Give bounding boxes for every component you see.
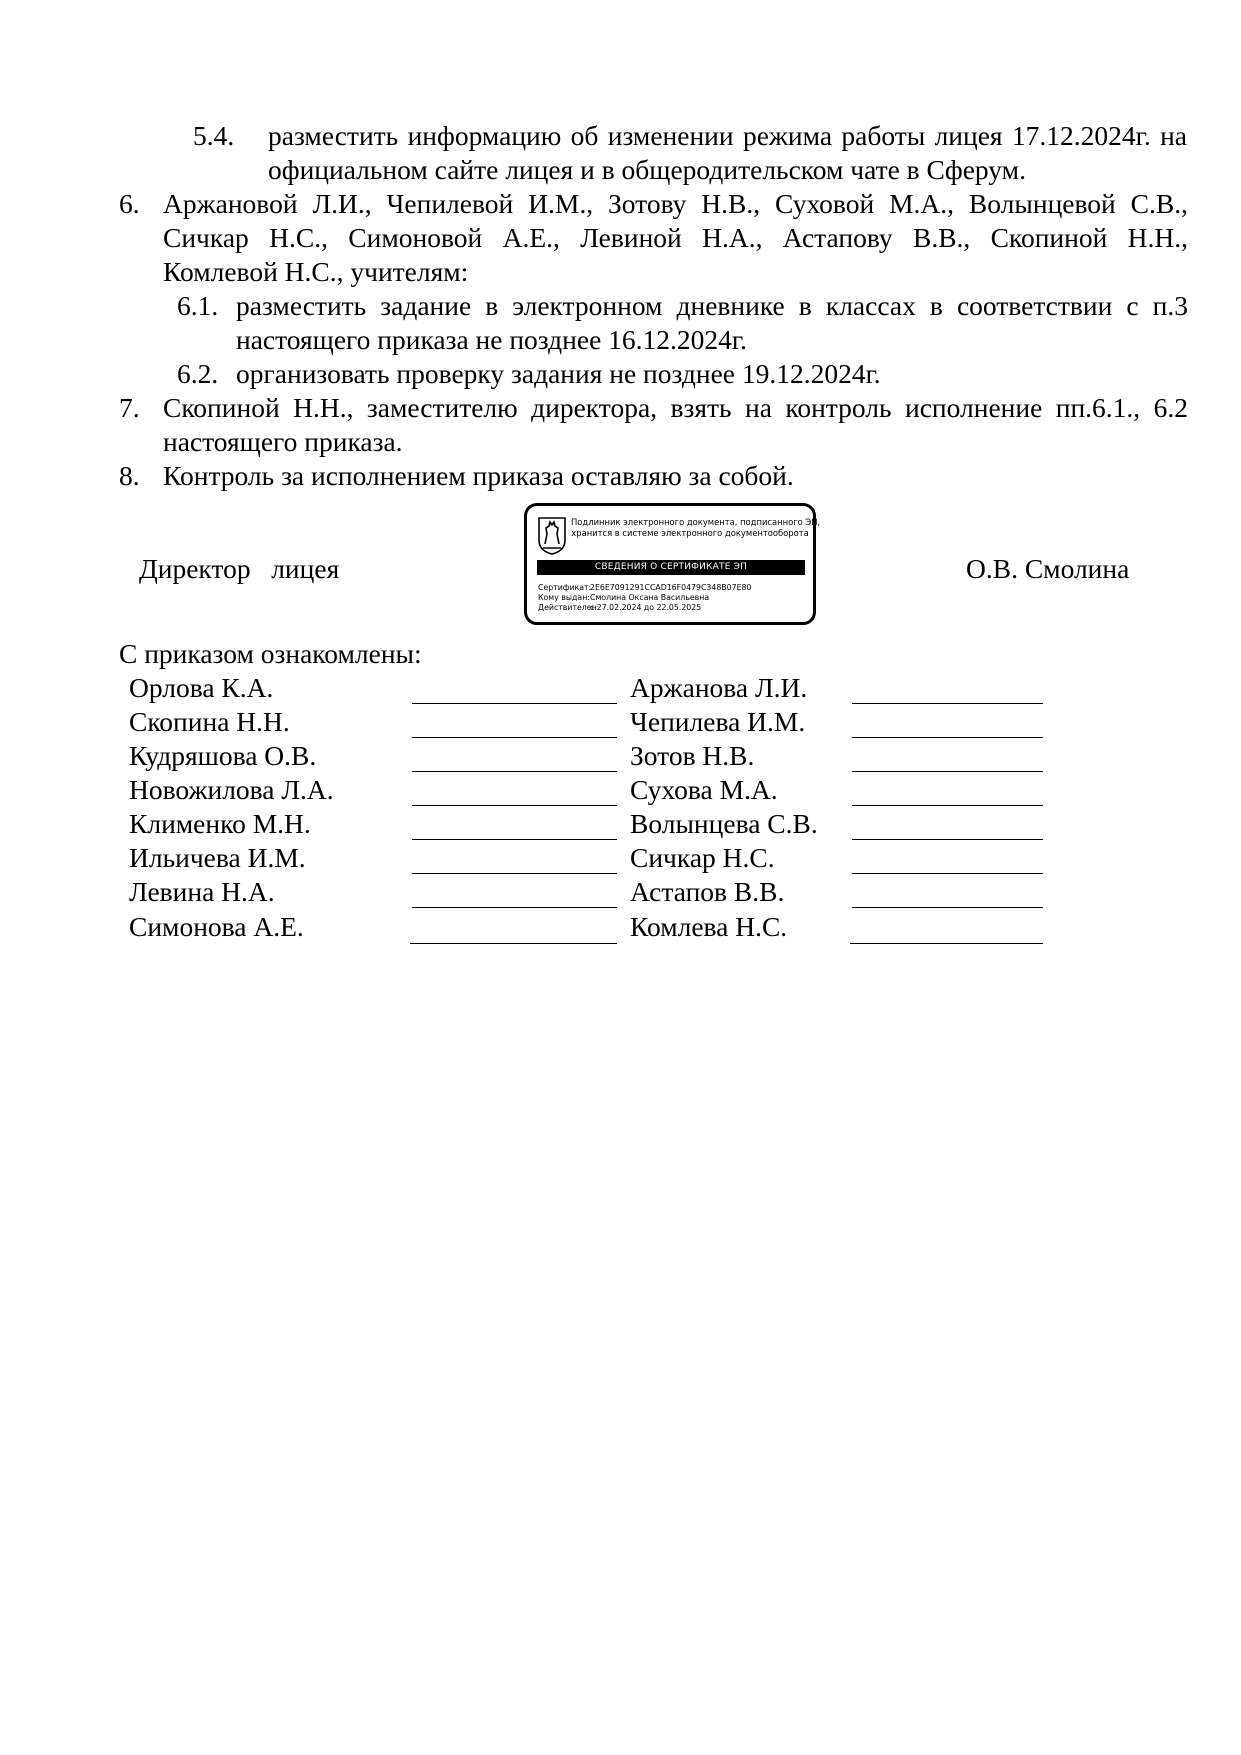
signatory-name: О.В. Смолина [966,553,1130,584]
stamp-header: СВЕДЕНИЯ О СЕРТИФИКАТЕ ЭП [537,560,805,575]
list-item: Орлова К.А. [129,672,274,703]
list-item: Зотов Н.В. [630,740,755,771]
stamp-value: Смолина Оксана Васильевна [590,593,710,602]
signature-line [852,805,1043,806]
list-item: Клименко М.Н. [129,808,311,839]
list-item: Астапов В.В. [630,876,785,907]
list-item: Новожилова Л.А. [129,774,334,805]
item-5-4-text [268,119,1187,187]
list-item: Чепилева И.М. [630,706,806,737]
item-7-text: Скопиной Н.Н., заместителю директора, взять на контроль исполнение пп.6.1., 6.2 настоящего приказа. [163,392,1188,457]
item-number: 6.1. [177,290,219,321]
list-item: Волынцева С.В. [630,808,818,839]
signature-line [852,737,1043,738]
signature-line [852,839,1043,840]
signature-line [412,737,617,738]
item-8-text: Контроль за исполнением приказа оставляю за собой. [163,460,794,491]
stamp-owner-row [538,593,709,603]
item-number: 8. [119,460,140,491]
stamp-label: Кому выдан: [538,593,590,602]
item-text: разместить информацию об изменении режима работы лицея 17.12.2024г. на официальном сайте лицея и в общеродительском чате в Сферум. [268,120,1187,185]
list-item: Скопина Н.Н. [129,706,290,737]
item-number: 7. [119,392,140,423]
list-item: Комлева Н.С. [630,911,788,942]
stamp-validity-row [538,603,701,613]
stamp-value: с 27.02.2024 до 22.05.2025 [590,603,702,612]
signatory-title: Директор лицея [139,553,340,584]
signature-line [412,839,617,840]
signature-line [412,907,617,908]
list-item: Сухова М.А. [630,774,778,805]
coat-of-arms-icon [537,516,567,556]
stamp-label: Действителен: [538,603,600,612]
signature-line [412,703,617,704]
signature-line [412,873,617,874]
item-6-text: Аржановой Л.И., Чепилевой И.М., Зотову Н.В., Суховой М.А., Волынцевой С.В., Сичкар Н.С., Симоновой А.Е., Левиной Н.А., Астапову В.В., Скопиной Н.Н., Комлевой Н.С., учителям: [163,188,1188,287]
signature-line [410,943,617,944]
stamp-value: 2E6E7091291CCAD16F0479C348B07E80 [590,583,752,592]
electronic-signature-stamp [524,503,821,625]
item-6-2-text: организовать проверку задания не позднее 19.12.2024г. [236,358,881,389]
list-item: Левина Н.А. [129,876,275,907]
item-number: 6.2. [177,358,219,389]
item-number: 6. [119,188,140,219]
item-number: 5.4. [193,120,235,151]
stamp-line-2: хранится в системе электронного документооборота [571,528,809,538]
list-item: Кудряшова О.В. [129,740,317,771]
list-item: Ильичева И.М. [129,842,306,873]
signature-line [850,943,1043,944]
signature-line [412,805,617,806]
stamp-line-1: Подлинник электронного документа, подписанного ЭП, [571,517,821,527]
stamp-label: Сертификат: [538,583,592,592]
signature-line [852,771,1043,772]
acknowledgement-heading: С приказом ознакомлены: [119,638,422,669]
item-6-1-text: разместить задание в электронном дневнике в классах в соответствии с п.3 настоящего приказа не позднее 16.12.2024г. [236,290,1188,355]
stamp-certificate-row [538,583,751,593]
signature-line [852,907,1043,908]
signature-line [412,771,617,772]
signature-line [852,873,1043,874]
list-item: Сичкар Н.С. [630,842,775,873]
signature-line [852,703,1043,704]
list-item: Симонова А.Е. [129,911,304,942]
list-item: Аржанова Л.И. [630,672,808,703]
